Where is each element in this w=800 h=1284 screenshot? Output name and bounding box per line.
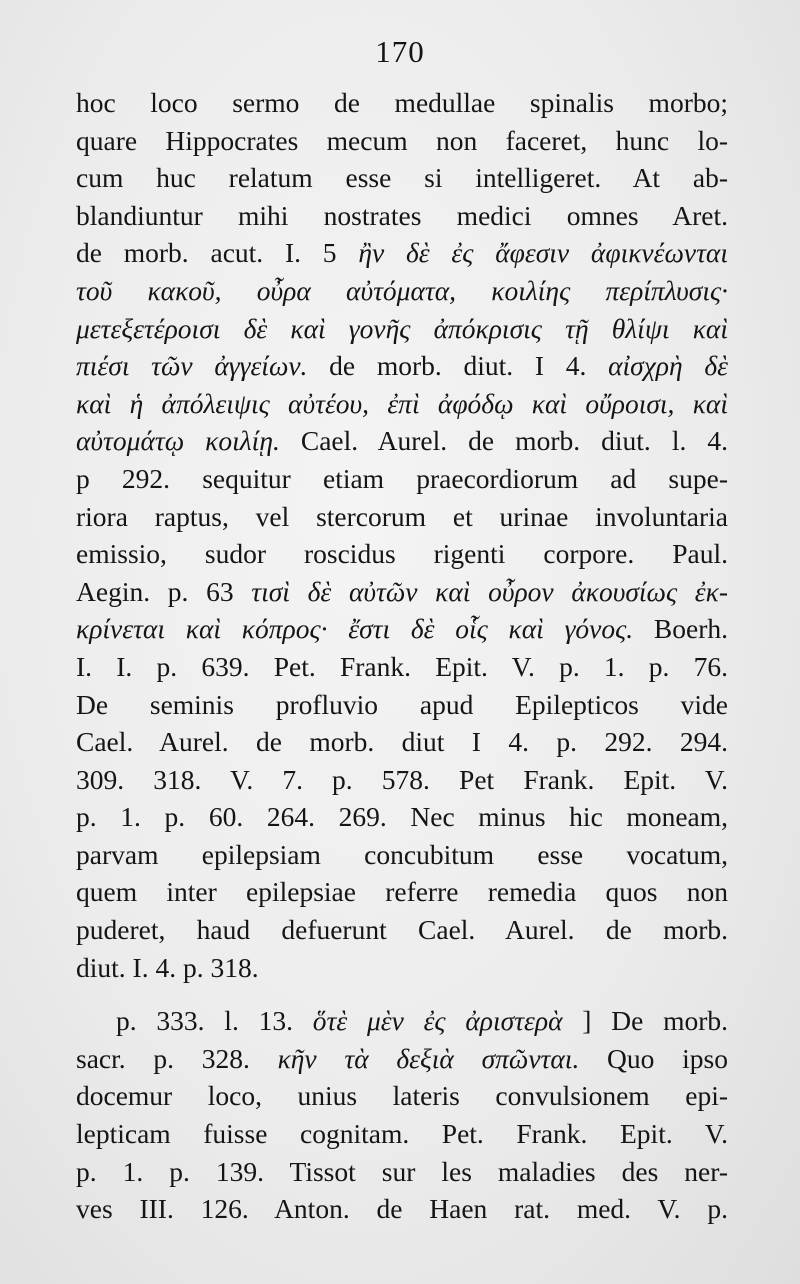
text-line: cum huc relatum esse si intelligeret. At ab- <box>76 162 728 194</box>
text-line: p 292. sequitur etiam praecordiorum ad supe- <box>76 462 728 494</box>
text-line: docemur loco, unius lateris convulsionem epi- <box>76 1080 728 1112</box>
greek-quote: τοῦ κακοῦ, οὖρα αὐτόματα, κοιλίης περίπλυσις· <box>76 274 728 306</box>
text-line: puderet, haud defuerunt Cael. Aurel. de morb. <box>76 914 728 946</box>
text-line: emissio, sudor roscidus rigenti corpore. Paul. <box>76 538 728 570</box>
text-line: blandiuntur mihi nostrates medici omnes Aret. <box>76 199 728 231</box>
text-line: Cael. Aurel. de morb. diut I 4. p. 292. 294. <box>76 726 728 758</box>
greek-quote: καὶ ἡ ἀπόλειψις αὐτέου, ἐπὶ ἀφόδῳ καὶ οὔροισι, καὶ <box>76 387 728 419</box>
paragraph-1 <box>76 84 728 986</box>
text-line <box>76 310 728 348</box>
greek-quote: τισὶ δὲ αὐτῶν καὶ οὖρον ἀκουσίως ἐκ- <box>251 575 728 607</box>
text-line: diut. I. 4. p. 318. <box>76 951 259 983</box>
text-line: parvam epilepsiam concubitum esse vocatum, <box>76 838 728 870</box>
text-line: quem inter epilepsiae referre remedia quos non <box>76 876 728 908</box>
text-line: p. 1. p. 60. 264. 269. Nec minus hic moneam, <box>76 801 728 833</box>
greek-quote: πιέσι τῶν ἀγγείων. <box>76 350 308 382</box>
greek-quote: αἰσχρὴ δὲ <box>608 350 728 382</box>
text-line: 309. 318. V. 7. p. 578. Pet Frank. Epit. V. <box>76 763 728 795</box>
text-line <box>76 272 728 310</box>
greek-quote: ὅτὲ μὲν ἐς ἀριστερὰ <box>312 1005 563 1037</box>
paragraph-gap <box>76 986 728 1002</box>
text-line: p. 333. l. 13. ὅτὲ μὲν ἐς ἀριστερὰ ] De morb. <box>116 1005 728 1037</box>
greek-quote: κῆν τὰ δεξιὰ σπῶνται. <box>277 1042 580 1074</box>
text-line: p. 1. p. 139. Tissot sur les maladies des ner- <box>76 1155 728 1187</box>
text-line: riora raptus, vel stercorum et urinae involuntaria <box>76 500 728 532</box>
text-line: quare Hippocrates mecum non faceret, hunc lo- <box>76 124 728 156</box>
text-line: de morb. acut. I. 5 ἢν δὲ ἐς ἄφεσιν ἀφικνέωνται <box>76 237 728 269</box>
greek-quote: αὐτομάτῳ κοιλίῃ. <box>76 425 280 457</box>
text-block <box>76 84 728 1228</box>
text-line: lepticam fuisse cognitam. Pet. Frank. Epit. V. <box>76 1118 728 1150</box>
text-line <box>76 385 728 423</box>
text-line: I. I. p. 639. Pet. Frank. Epit. V. p. 1. p. 76. <box>76 650 728 682</box>
greek-quote: κρίνεται καὶ κόπρος· ἔστι δὲ οἷς καὶ γόνος. <box>76 613 634 645</box>
page-number: 170 <box>375 34 425 69</box>
text-line: Aegin. p. 63 τισὶ δὲ αὐτῶν καὶ οὖρον ἀκουσίως ἐκ- <box>76 575 728 607</box>
paragraph-2 <box>76 1002 728 1228</box>
text-line: ves III. 126. Anton. de Haen rat. med. V. p. <box>76 1193 728 1225</box>
text-line: αὐτομάτῳ κοιλίῃ. Cael. Aurel. de morb. diut. l. 4. <box>76 425 728 457</box>
text-line: πιέσι τῶν ἀγγείων. de morb. diut. I 4. αἰσχρὴ δὲ <box>76 350 728 382</box>
text-line: De seminis profluvio apud Epilepticos vide <box>76 688 728 720</box>
text-line: sacr. p. 328. κῆν τὰ δεξιὰ σπῶνται. Quo ipso <box>76 1042 728 1074</box>
greek-quote: μετεξετέροισι δὲ καὶ γονῆς ἀπόκρισις τῇ θλίψι καὶ <box>76 312 728 344</box>
text-line: hoc loco sermo de medullae spinalis morbo; <box>76 87 728 118</box>
greek-quote: ἢν δὲ ἐς ἄφεσιν ἀφικνέωνται <box>358 237 728 269</box>
text-line: κρίνεται καὶ κόπρος· ἔστι δὲ οἷς καὶ γόνος. Boerh. <box>76 613 728 645</box>
